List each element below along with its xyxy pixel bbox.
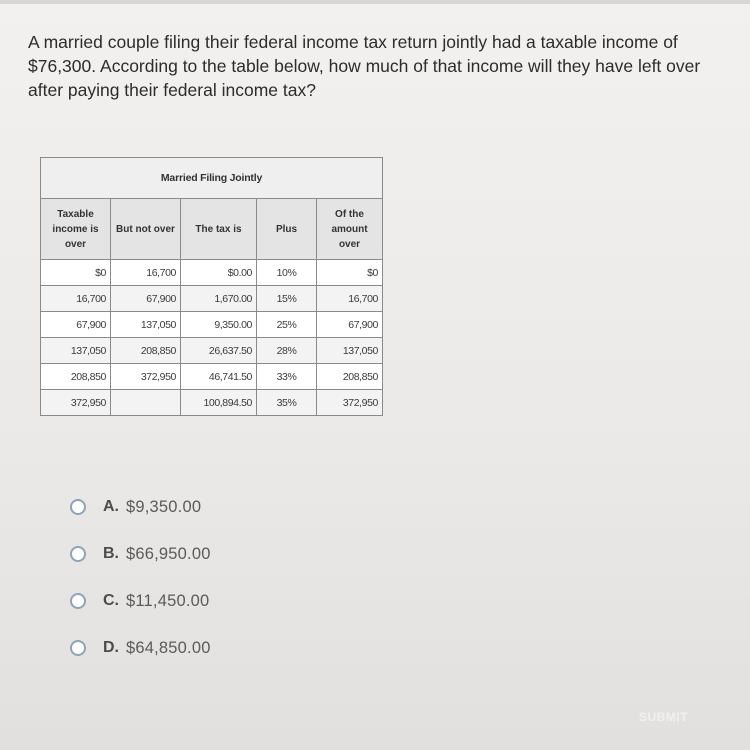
cell-not-over: 372,950 — [111, 364, 181, 390]
choice-d[interactable] — [70, 636, 211, 660]
choice-text: $11,450.00 — [126, 591, 210, 610]
cell-rate: 35% — [257, 390, 317, 416]
radio-button-d[interactable] — [70, 640, 86, 656]
cell-rate: 15% — [257, 286, 317, 312]
cell-over: 208,850 — [41, 364, 111, 390]
choice-text: $9,350.00 — [126, 497, 202, 516]
radio-button-a[interactable] — [70, 499, 86, 515]
choice-letter: A. — [103, 498, 119, 515]
cell-amount-over: 208,850 — [317, 364, 383, 390]
cell-tax: 46,741.50 — [181, 364, 257, 390]
cell-over: $0 — [41, 260, 111, 286]
cell-over: 137,050 — [41, 338, 111, 364]
table-row — [41, 286, 383, 312]
table-row — [41, 338, 383, 364]
choice-letter: B. — [103, 545, 119, 562]
tax-table-container — [40, 157, 383, 416]
header-but-not-over: But not over — [111, 199, 181, 260]
cell-over: 16,700 — [41, 286, 111, 312]
cell-tax: 9,350.00 — [181, 312, 257, 338]
header-of-amount-over: Of the amount over — [317, 199, 383, 260]
cell-amount-over: 67,900 — [317, 312, 383, 338]
header-tax-is: The tax is — [181, 199, 257, 260]
choice-a[interactable] — [70, 495, 211, 519]
cell-tax: 1,670.00 — [181, 286, 257, 312]
question-text: A married couple filing their federal income tax return jointly had a taxable income of $76,300. According to the table below, how much of that income will they have left over after paying their federal income tax? — [28, 32, 701, 100]
header-plus: Plus — [257, 199, 317, 260]
choice-c[interactable] — [70, 589, 211, 613]
top-divider — [0, 0, 750, 4]
choice-b[interactable] — [70, 542, 211, 566]
table-caption: Married Filing Jointly — [41, 158, 383, 199]
choice-text: $66,950.00 — [126, 544, 211, 563]
cell-amount-over: 16,700 — [317, 286, 383, 312]
cell-rate: 10% — [257, 260, 317, 286]
radio-button-b[interactable] — [70, 546, 86, 562]
cell-rate: 25% — [257, 312, 317, 338]
answer-choices — [70, 495, 211, 683]
tax-table — [40, 157, 383, 416]
table-row — [41, 390, 383, 416]
cell-over: 67,900 — [41, 312, 111, 338]
cell-amount-over: 137,050 — [317, 338, 383, 364]
cell-tax: $0.00 — [181, 260, 257, 286]
cell-over: 372,950 — [41, 390, 111, 416]
cell-not-over — [111, 390, 181, 416]
choice-letter: D. — [103, 639, 119, 656]
cell-not-over: 137,050 — [111, 312, 181, 338]
table-row — [41, 260, 383, 286]
choice-text: $64,850.00 — [126, 638, 211, 657]
choice-letter: C. — [103, 592, 119, 609]
radio-button-c[interactable] — [70, 593, 86, 609]
cell-rate: 33% — [257, 364, 317, 390]
cell-tax: 26,637.50 — [181, 338, 257, 364]
cell-not-over: 67,900 — [111, 286, 181, 312]
table-row — [41, 364, 383, 390]
cell-tax: 100,894.50 — [181, 390, 257, 416]
cell-rate: 28% — [257, 338, 317, 364]
cell-not-over: 16,700 — [111, 260, 181, 286]
cell-amount-over: $0 — [317, 260, 383, 286]
cell-amount-over: 372,950 — [317, 390, 383, 416]
submit-button[interactable]: SUBMIT — [639, 710, 688, 724]
cell-not-over: 208,850 — [111, 338, 181, 364]
header-taxable-income-over: Taxable income is over — [41, 199, 111, 260]
table-row — [41, 312, 383, 338]
